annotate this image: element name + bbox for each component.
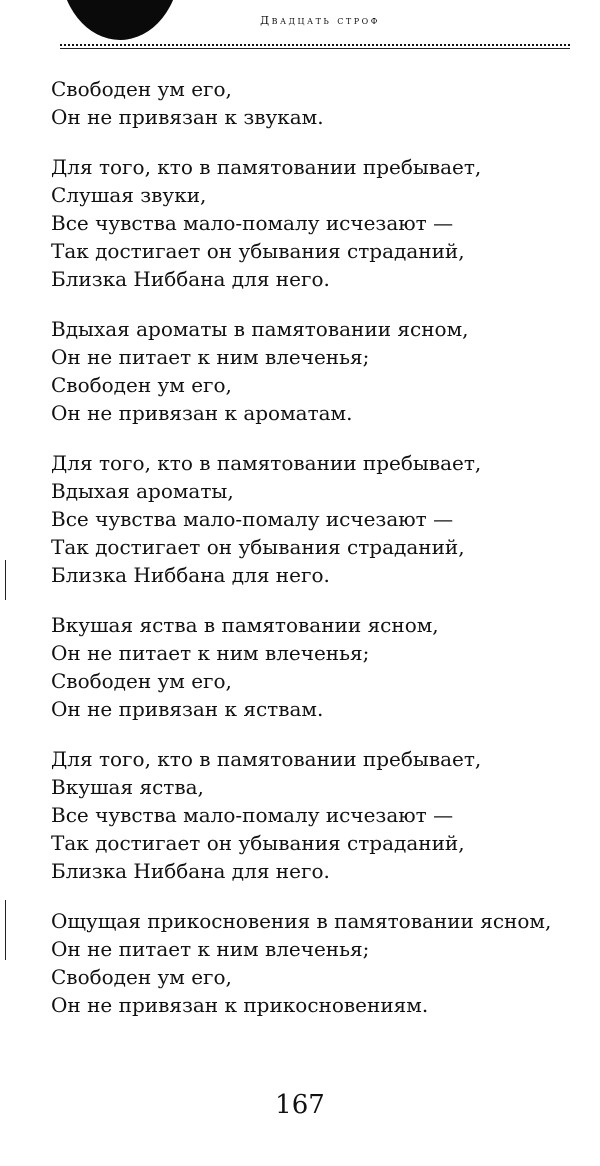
poem-line: Он не питает к ним влеченья; <box>51 641 370 665</box>
poem-line: Слушая звуки, <box>51 183 207 207</box>
poem-line: Свободен ум его, <box>51 373 232 397</box>
poem-line: Он не привязан к звукам. <box>51 105 324 129</box>
running-header: Двадцать строф <box>260 14 380 27</box>
poem-line: Так достигает он убывания страданий, <box>51 831 465 855</box>
scan-margin-mark <box>5 560 6 600</box>
poem-line: Так достигает он убывания страданий, <box>51 239 465 263</box>
poem-line: Свободен ум его, <box>51 77 232 101</box>
poem-line: Для того, кто в памятовании пребывает, <box>51 155 482 179</box>
poem-line: Для того, кто в памятовании пребывает, <box>51 747 482 771</box>
poem-line: Вкушая яства, <box>51 775 204 799</box>
poem-line: Вдыхая ароматы, <box>51 479 234 503</box>
stanza <box>51 153 571 293</box>
stanza <box>51 611 571 723</box>
poem-line: Все чувства мало-помалу исчезают — <box>51 803 454 827</box>
stanza <box>51 315 571 427</box>
poem-line: Для того, кто в памятовании пребывает, <box>51 451 482 475</box>
header-rule <box>60 48 570 49</box>
poem-line: Он не питает к ним влеченья; <box>51 937 370 961</box>
stanza <box>51 745 571 885</box>
header-rule-dotted <box>60 44 570 46</box>
stanza <box>51 449 571 589</box>
poem-line: Близка Ниббана для него. <box>51 859 330 883</box>
poem-line: Вкушая яства в памятовании ясном, <box>51 613 439 637</box>
poem-line: Свободен ум его, <box>51 965 232 989</box>
poem-line: Он не привязан к яствам. <box>51 697 324 721</box>
poem-body <box>51 75 571 1041</box>
page-number: 167 <box>275 1090 325 1120</box>
poem-line: Все чувства мало-помалу исчезают — <box>51 211 454 235</box>
poem-line: Он не привязан к ароматам. <box>51 401 353 425</box>
poem-line: Близка Ниббана для него. <box>51 267 330 291</box>
poem-line: Все чувства мало-помалу исчезают — <box>51 507 454 531</box>
stanza <box>51 75 571 131</box>
poem-line: Ощущая прикосновения в памятовании ясном, <box>51 909 552 933</box>
poem-line: Он не привязан к прикосновениям. <box>51 993 429 1017</box>
stanza <box>51 907 571 1019</box>
page-corner-blot <box>60 0 180 40</box>
poem-line: Вдыхая ароматы в памятовании ясном, <box>51 317 469 341</box>
scan-margin-mark <box>5 900 6 960</box>
poem-line: Так достигает он убывания страданий, <box>51 535 465 559</box>
poem-line: Близка Ниббана для него. <box>51 563 330 587</box>
poem-line: Свободен ум его, <box>51 669 232 693</box>
poem-line: Он не питает к ним влеченья; <box>51 345 370 369</box>
